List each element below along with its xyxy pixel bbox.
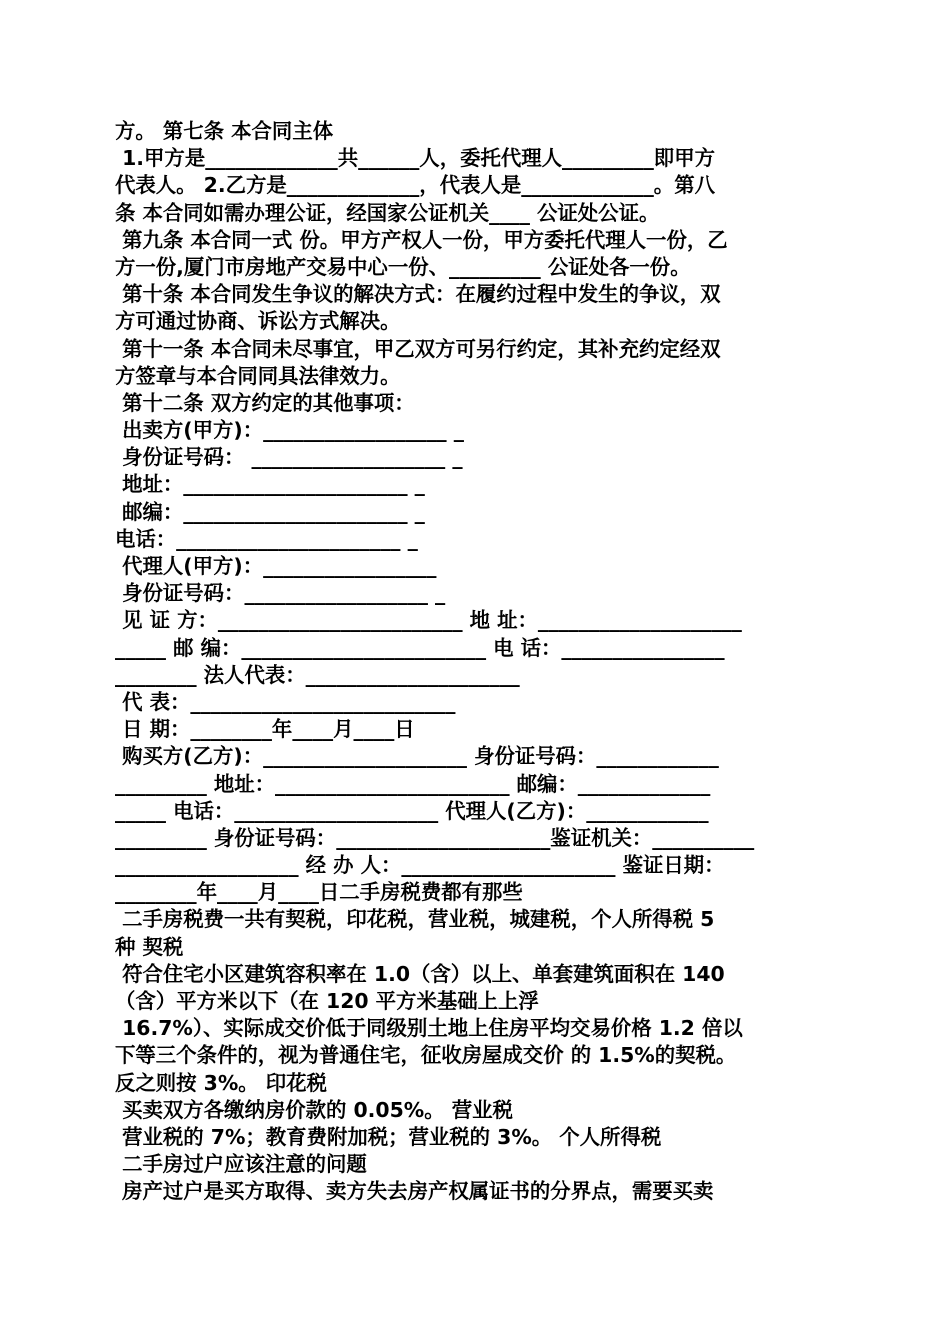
text-line: 代表人。 2.乙方是_____________，代表人是_____________。第八 — [115, 173, 715, 198]
text-line: 方签章与本合同同具法律效力。 — [115, 363, 401, 388]
text-line: 方一份,厦门市房地产交易中心一份、_________ 公证处各一份。 — [115, 254, 691, 279]
text-line: 16.7%）、实际成交价低于同级别土地上住房平均交易价格 1.2 倍以 — [115, 1016, 743, 1041]
text-line: 种 契税 — [115, 934, 184, 959]
text-line: 邮编：______________________ _ — [115, 499, 425, 524]
text-line: 营业税的 7%；教育费附加税；营业税的 3%。 个人所得税 — [115, 1124, 662, 1149]
text-line: __________________ 经 办 人：_____________________ 鉴证日期： — [115, 853, 725, 878]
text-line: _________ 地址：_______________________ 邮编：_____________ — [115, 771, 711, 796]
text-line: 日 期：________年____月____日 — [115, 717, 415, 742]
text-line: 第十二条 双方约定的其他事项： — [115, 390, 415, 415]
text-line: _____ 电话：____________________ 代理人(乙方)：____________ — [115, 798, 709, 823]
document-body — [115, 118, 840, 1206]
text-line: 出卖方(甲方)：__________________ _ — [115, 418, 464, 443]
text-line: ________年____月____日二手房税费都有那些 — [115, 880, 523, 905]
text-line: 房产过户是买方取得、卖方失去房产权属证书的分界点，需要买卖 — [115, 1179, 714, 1204]
text-line: 第十一条 本合同未尽事宜，甲乙双方可另行约定，其补充约定经双 — [115, 336, 721, 361]
text-line: 方可通过协商、诉讼方式解决。 — [115, 309, 401, 334]
text-line: 身份证号码： ___________________ _ — [115, 445, 463, 470]
text-line: 条 本合同如需办理公证，经国家公证机关____ 公证处公证。 — [115, 200, 660, 225]
text-line: 二手房税费一共有契税，印花税，营业税，城建税，个人所得税 5 — [115, 907, 715, 932]
text-line: 见 证 方：________________________ 地 址：____________________ — [115, 608, 742, 633]
text-line: 地址：______________________ _ — [115, 472, 425, 497]
text-line: _____ 邮 编：________________________ 电 话：________________ — [115, 635, 725, 660]
text-line: _________ 身份证号码：_____________________鉴证机关：__________ — [115, 825, 755, 850]
text-line: 购买方(乙方)：____________________ 身份证号码：____________ — [115, 744, 719, 769]
text-line: 方。 第七条 本合同主体 — [115, 119, 334, 143]
text-line: 二手房过户应该注意的问题 — [115, 1152, 367, 1177]
text-line: 代理人(甲方)：_________________ — [115, 554, 437, 578]
text-line: 下等三个条件的，视为普通住宅，征收房屋成交价 的 1.5%的契税。 — [115, 1043, 737, 1068]
text-line: ________ 法人代表：_____________________ — [115, 662, 520, 687]
text-line: 电话：______________________ _ — [115, 526, 418, 551]
text-line: 符合住宅小区建筑容积率在 1.0（含）以上、单套建筑面积在 140 — [115, 961, 725, 986]
text-line: 第九条 本合同一式 份。甲方产权人一份，甲方委托代理人一份，乙 — [115, 227, 728, 252]
text-line: （含）平方米以下（在 120 平方米基础上上浮 — [115, 989, 539, 1013]
text-line: 第十条 本合同发生争议的解决方式：在履约过程中发生的争议，双 — [115, 282, 721, 307]
text-line: 买卖双方各缴纳房价款的 0.05%。 营业税 — [115, 1097, 513, 1122]
text-line: 反之则按 3%。 印花税 — [115, 1070, 327, 1095]
text-line: 1.甲方是_____________共______人，委托代理人_________即甲方 — [115, 146, 715, 171]
text-line: 身份证号码：__________________ _ — [115, 581, 446, 606]
text-line: 代 表：__________________________ — [115, 689, 456, 714]
